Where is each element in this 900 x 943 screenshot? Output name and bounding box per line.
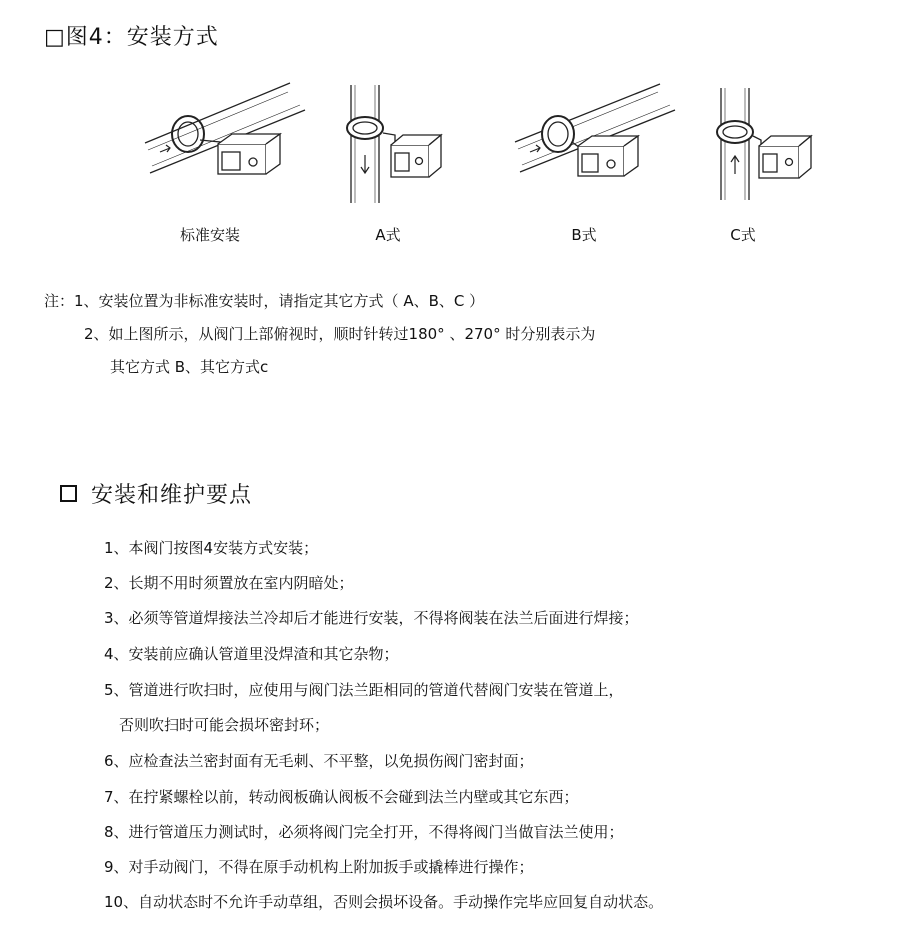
maintenance-item: 8、进行管道压力测试时，必须将阀门完全打开，不得将阀门当做盲法兰使用； — [104, 823, 624, 841]
maintenance-item: 7、在拧紧螺栓以前，转动阀板确认阀板不会碰到法兰内壁或其它东西； — [104, 788, 579, 806]
install-figure-c — [715, 88, 835, 203]
maintenance-item: 2、长期不用时须置放在室内阴暗处； — [104, 574, 354, 592]
maintenance-item-continuation: 否则吹扫时可能会损坏密封环； — [119, 716, 330, 734]
maintenance-item: 5、管道进行吹扫时，应使用与阀门法兰距相同的管道代替阀门安装在管道上， — [104, 681, 624, 699]
vertical-pipe-valve-drawing-down — [345, 85, 465, 205]
note-line-1: 注：1、安装位置为非标准安装时，请指定其它方式（ A、B、C ） — [44, 292, 485, 310]
maintenance-item: 3、必须等管道焊接法兰冷却后才能进行安装，不得将阀装在法兰后面进行焊接； — [104, 609, 639, 627]
maintenance-item: 6、应检查法兰密封面有无毛刺、不平整，以免损伤阀门密封面； — [104, 752, 534, 770]
caption-standard: 标准安装 — [179, 226, 240, 244]
maintenance-item: 4、安装前应确认管道里没焊渣和其它杂物； — [104, 645, 399, 663]
install-figure-a — [345, 85, 465, 205]
note-line-2: 2、如上图所示，从阀门上部俯视时，顺时针转过180° 、270° 时分别表示为 — [84, 325, 596, 343]
note-line-3: 其它方式 B、其它方式c — [110, 358, 269, 376]
install-figure-standard — [140, 78, 310, 203]
maintenance-item: 9、对手动阀门，不得在原手动机构上附加扳手或撬棒进行操作； — [104, 858, 534, 876]
figure-title: □图4：安装方式 — [44, 25, 219, 50]
caption-a: A式 — [375, 226, 401, 244]
checkbox-square-icon — [60, 485, 77, 502]
caption-b: B式 — [571, 226, 597, 244]
figure-heading — [44, 20, 219, 51]
horizontal-pipe-valve-drawing — [140, 78, 310, 203]
maintenance-item: 1、本阀门按图4安装方式安装； — [104, 539, 319, 557]
install-figure-b — [510, 82, 680, 202]
maintenance-title: 安装和维护要点 — [91, 483, 253, 508]
horizontal-pipe-valve-drawing-b — [510, 82, 680, 202]
caption-c: C式 — [730, 226, 756, 244]
vertical-pipe-valve-drawing-up — [715, 88, 835, 203]
maintenance-heading — [60, 478, 252, 509]
maintenance-item: 10、自动状态时不允许手动草组，否则会损坏设备。手动操作完毕应回复自动状态。 — [104, 893, 664, 911]
